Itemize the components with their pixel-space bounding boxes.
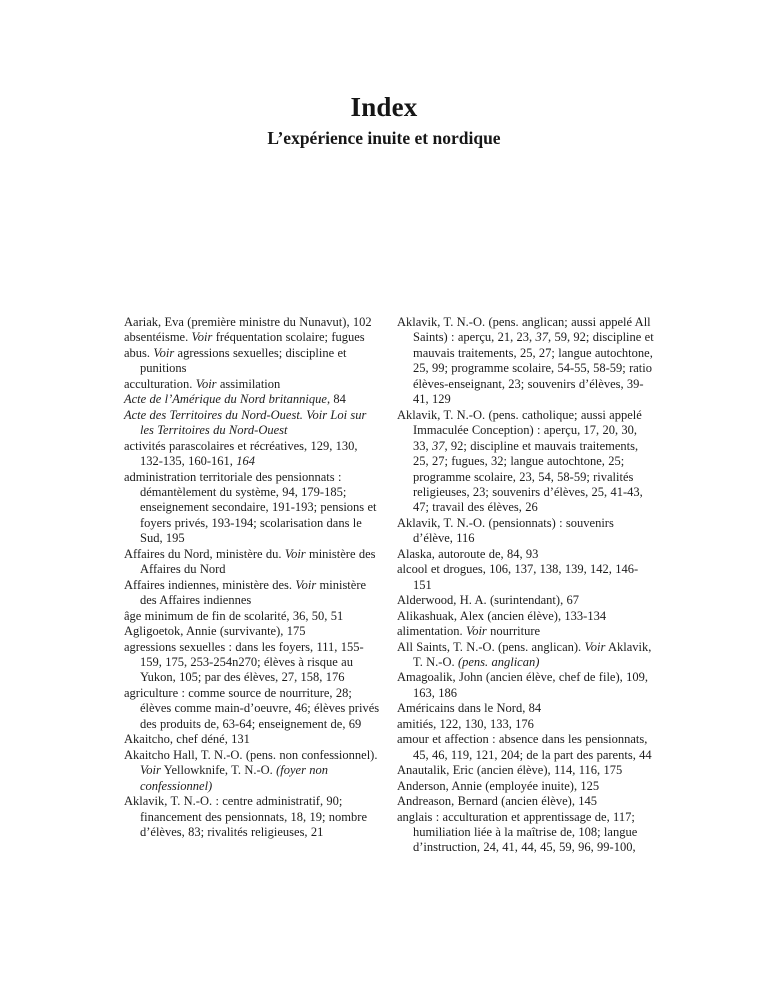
index-column-right bbox=[397, 315, 655, 856]
index-entry: Alikashuak, Alex (ancien élève), 133-134 bbox=[397, 608, 607, 623]
italic-run: Acte des Territoires du Nord-Ouest. Voir Loi sur les Territoires du Nord-Ouest bbox=[124, 407, 367, 438]
index-entry: Alderwood, H. A. (surintendant), 67 bbox=[397, 593, 580, 608]
index-entry: agriculture : comme source de nourriture, 28; élèves comme main-d’oeuvre, 46; élèves privés des produits de, 63-64; enseignement de, 69 bbox=[124, 685, 380, 731]
index-entry: Anautalik, Eric (ancien élève), 114, 116, 175 bbox=[397, 763, 623, 778]
index-entry: alcool et drogues, 106, 137, 138, 139, 142, 146-151 bbox=[397, 562, 639, 592]
index-entry: Affaires du Nord, ministère du. Voir ministère des Affaires du Nord bbox=[124, 546, 376, 577]
italic-run: Voir bbox=[140, 763, 161, 778]
index-entry: Amagoalik, John (ancien élève, chef de file), 109, 163, 186 bbox=[397, 670, 648, 700]
page-title: Index bbox=[350, 92, 418, 122]
index-entry: âge minimum de fin de scolarité, 36, 50, 51 bbox=[124, 608, 344, 623]
index-entry: Andreason, Bernard (ancien élève), 145 bbox=[397, 794, 598, 809]
index-entry: Agligoetok, Annie (survivante), 175 bbox=[124, 624, 306, 639]
index-entry: Aklavik, T. N.-O. (pens. anglican; aussi appelé All Saints) : aperçu, 21, 23, 37, 59, 92; discipline et mauvais traitements, 25, 27; langue autochtone, 25, 99; programme scolaire, 54-55, 58-59; ratio élèves-enseignant, 23; souvenirs d’élèves, 39-41, 129 bbox=[397, 315, 654, 407]
index-entry: absentéisme. Voir fréquentation scolaire; fugues bbox=[124, 330, 365, 345]
index-entry: amitiés, 122, 130, 133, 176 bbox=[397, 716, 534, 731]
index-entry: Alaska, autoroute de, 84, 93 bbox=[397, 546, 539, 561]
italic-run: Voir bbox=[284, 546, 306, 561]
index-entry: Anderson, Annie (employée inuite), 125 bbox=[397, 778, 600, 793]
index-entry: Aklavik, T. N.-O. : centre administratif, 90; financement des pensionnats, 18, 19; nombre d’élèves, 83; rivalités religieuses, 21 bbox=[124, 794, 367, 839]
index-entry: Akaitcho, chef déné, 131 bbox=[124, 732, 250, 747]
italic-run: Voir bbox=[195, 376, 217, 391]
italic-run: Voir bbox=[584, 639, 606, 654]
index-entry: Aariak, Eva (première ministre du Nunavut), 102 bbox=[124, 315, 372, 329]
index-entry bbox=[124, 408, 382, 439]
index-entry: activités parascolaires et récréatives, 129, 130, 132-135, 160-161, 164 bbox=[124, 438, 358, 469]
italic-run: Voir bbox=[191, 330, 213, 345]
index-entry: All Saints, T. N.-O. (pens. anglican). Voir Aklavik, T. N.-O. (pens. anglican) bbox=[397, 639, 652, 669]
index-entry: amour et affection : absence dans les pensionnats, 45, 46, 119, 121, 204; de la part des parents, 44 bbox=[397, 732, 652, 762]
italic-run: 164 bbox=[236, 454, 255, 469]
italic-run: Voir bbox=[153, 345, 175, 360]
index-entry: agressions sexuelles : dans les foyers, 111, 155-159, 175, 253-254n270; élèves à risque au Yukon, 105; par des élèves, 27, 158, 176 bbox=[124, 639, 364, 685]
index-entry: Acte de l’Amérique du Nord britannique, 84 bbox=[124, 392, 346, 407]
index-entry: Aklavik, T. N.-O. (pens. catholique; aussi appelé Immaculée Conception) : aperçu, 17, 20, 30, 33, 37, 92; discipline et mauvais traitements, 25, 27; fugues, 32; langue autochtone, 25; programme scolaire, 23, 54, 58-59; rivalités religieuses, 23; souvenirs d’élèves, 25, 41-43, 47; travail des élèves, 26 bbox=[397, 407, 643, 515]
italic-run: Acte de l’Amérique du Nord britannique bbox=[124, 392, 327, 407]
index-columns bbox=[124, 315, 654, 856]
index-column-left bbox=[124, 315, 382, 856]
italic-run: Voir bbox=[295, 577, 317, 592]
index-entry: Aklavik, T. N.-O. (pensionnats) : souvenirs d’élève, 116 bbox=[397, 515, 614, 546]
index-entry: alimentation. Voir nourriture bbox=[397, 624, 541, 639]
italic-run: 37 bbox=[535, 330, 549, 345]
index-entry: Affaires indiennes, ministère des. Voir ministère des Affaires indiennes bbox=[124, 577, 367, 608]
index-entry: Américains dans le Nord, 84 bbox=[397, 701, 542, 716]
index-entry: abus. Voir agressions sexuelles; discipline et punitions bbox=[124, 345, 347, 376]
index-entry: Akaitcho Hall, T. N.-O. (pens. non confessionnel). Voir Yellowknife, T. N.-O. (foyer non confessionnel) bbox=[124, 747, 378, 793]
index-entry: administration territoriale des pensionnats : démantèlement du système, 94, 179-185; enseignement secondaire, 191-193; pensions et foyers privés, 193-194; scolarisation dans le Sud, 195 bbox=[124, 469, 377, 546]
italic-run: (pens. anglican) bbox=[457, 654, 540, 669]
italic-run: 37 bbox=[431, 438, 445, 453]
index-entry: acculturation. Voir assimilation bbox=[124, 376, 281, 391]
italic-run: (foyer non confessionnel) bbox=[140, 763, 329, 793]
page-subtitle: L’expérience inuite et nordique bbox=[267, 128, 501, 148]
italic-run: Voir bbox=[465, 624, 487, 639]
index-entry: anglais : acculturation et apprentissage de, 117; humiliation liée à la maîtrise de, 108; langue d’instruction, 24, 41, 44, 45, 59, 96, 99-100, bbox=[397, 809, 638, 855]
